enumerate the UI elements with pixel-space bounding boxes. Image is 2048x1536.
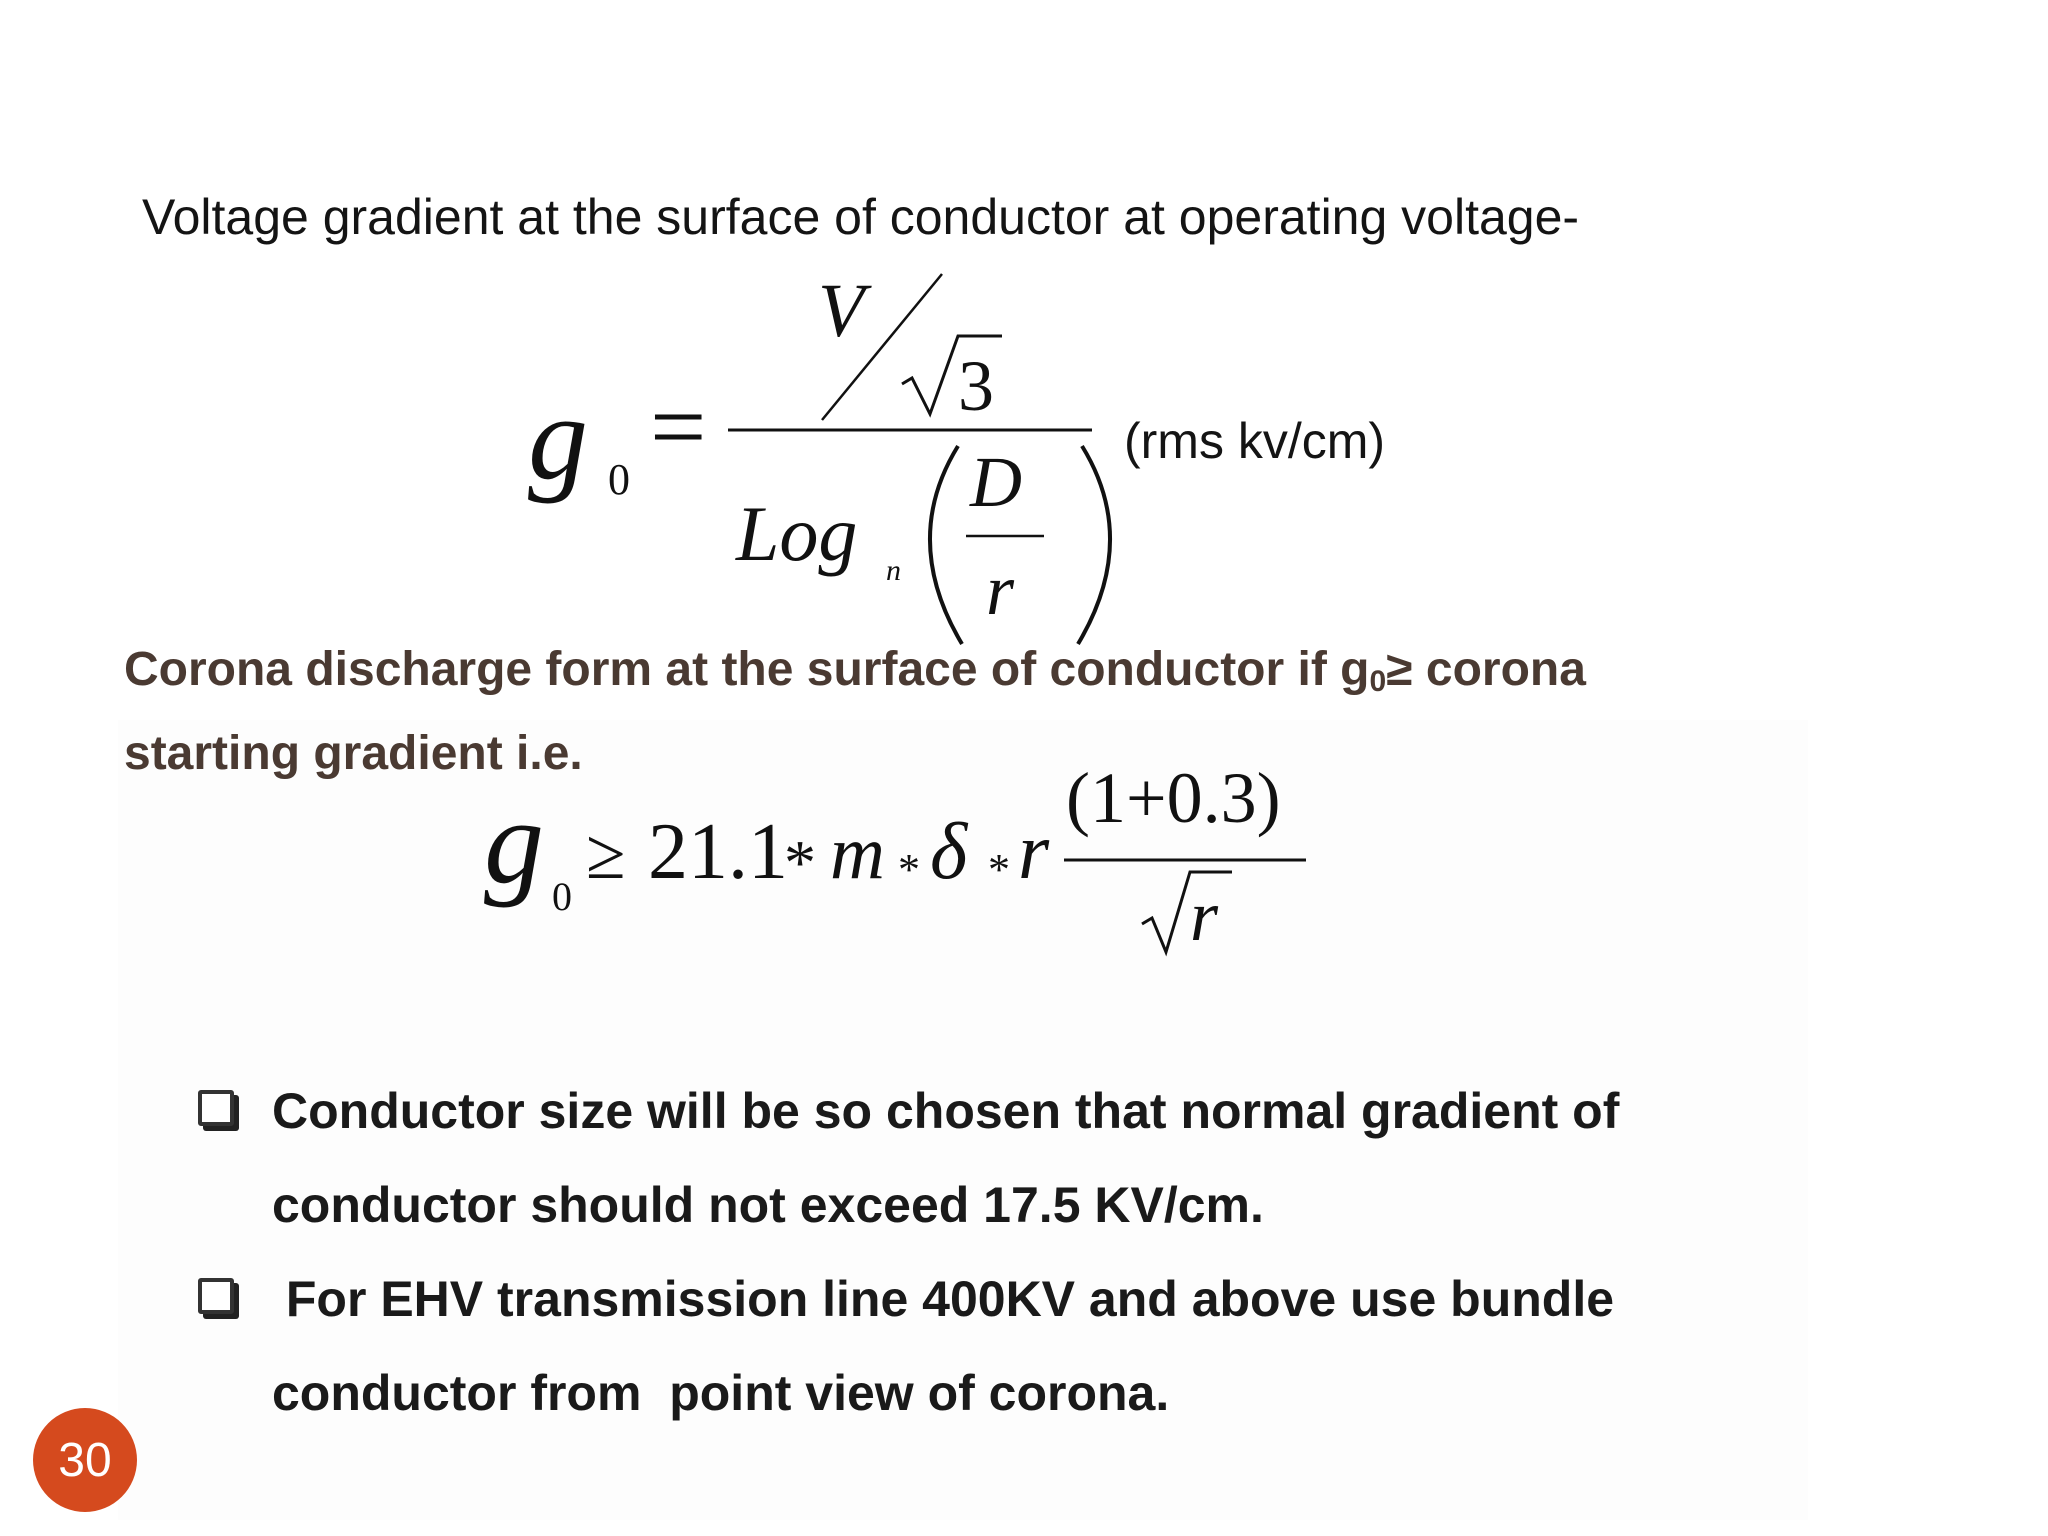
formula1-g: g: [528, 371, 588, 504]
heading-text: Voltage gradient at the surface of conductor at operating voltage-: [142, 189, 1580, 245]
formula2-r: r: [1018, 808, 1050, 896]
formula1-units: (rms kv/cm): [1124, 413, 1386, 469]
bullet-checkbox-icon: [198, 1278, 234, 1314]
bullet-1-line-1: Conductor size will be so chosen that normal gradient of: [272, 1083, 1620, 1139]
formula1-root-value: 3: [958, 346, 994, 426]
formula2-root-r: r: [1190, 876, 1219, 956]
corona-subscript: 0: [1369, 665, 1387, 698]
formula1-right-paren: [1078, 446, 1110, 644]
bullet-1-line-2: conductor should not exceed 17.5 KV/cm.: [272, 1177, 1264, 1233]
formula-corona-starting-gradient: [0, 760, 2048, 970]
formula1-g-subscript: 0: [608, 455, 630, 504]
formula-voltage-gradient: [0, 0, 2048, 660]
formula2-star-2: *: [898, 845, 920, 894]
formula2-g-subscript: 0: [552, 874, 572, 919]
formula1-V: V: [818, 269, 865, 353]
formula1-r: r: [986, 550, 1015, 630]
corona-line-1: Corona discharge form at the surface of conductor if $g_0\ge$ corona: [124, 643, 1586, 698]
bullet-2-line-2: conductor from point view of corona.: [272, 1365, 1170, 1421]
formula1-D: D: [970, 442, 1022, 522]
formula2-star-3: *: [988, 845, 1010, 894]
formula2-g: g: [484, 775, 544, 908]
formula2-star-1: *: [784, 827, 816, 898]
formula1-log-subscript: n: [886, 554, 901, 587]
formula2-m: m: [830, 811, 885, 895]
formula2-constant: 21.1: [648, 808, 788, 896]
formula2-numerator: (1+0.3): [1066, 760, 1281, 838]
formula1-log: Log: [736, 490, 858, 577]
formula2-sqrt-sign: [1142, 872, 1232, 952]
formula2-delta: δ: [930, 808, 968, 896]
formula1-left-paren: [930, 446, 962, 644]
bullet-2-line-1: For EHV transmission line 400KV and above use bundle: [272, 1271, 1615, 1327]
formula1-equals: =: [650, 371, 707, 482]
formula2-geq: ≥: [586, 814, 626, 894]
page-number-badge: 30: [33, 1408, 137, 1512]
corona-line-2: starting gradient i.e.: [124, 727, 583, 780]
bullet-checkbox-icon: [198, 1090, 234, 1126]
